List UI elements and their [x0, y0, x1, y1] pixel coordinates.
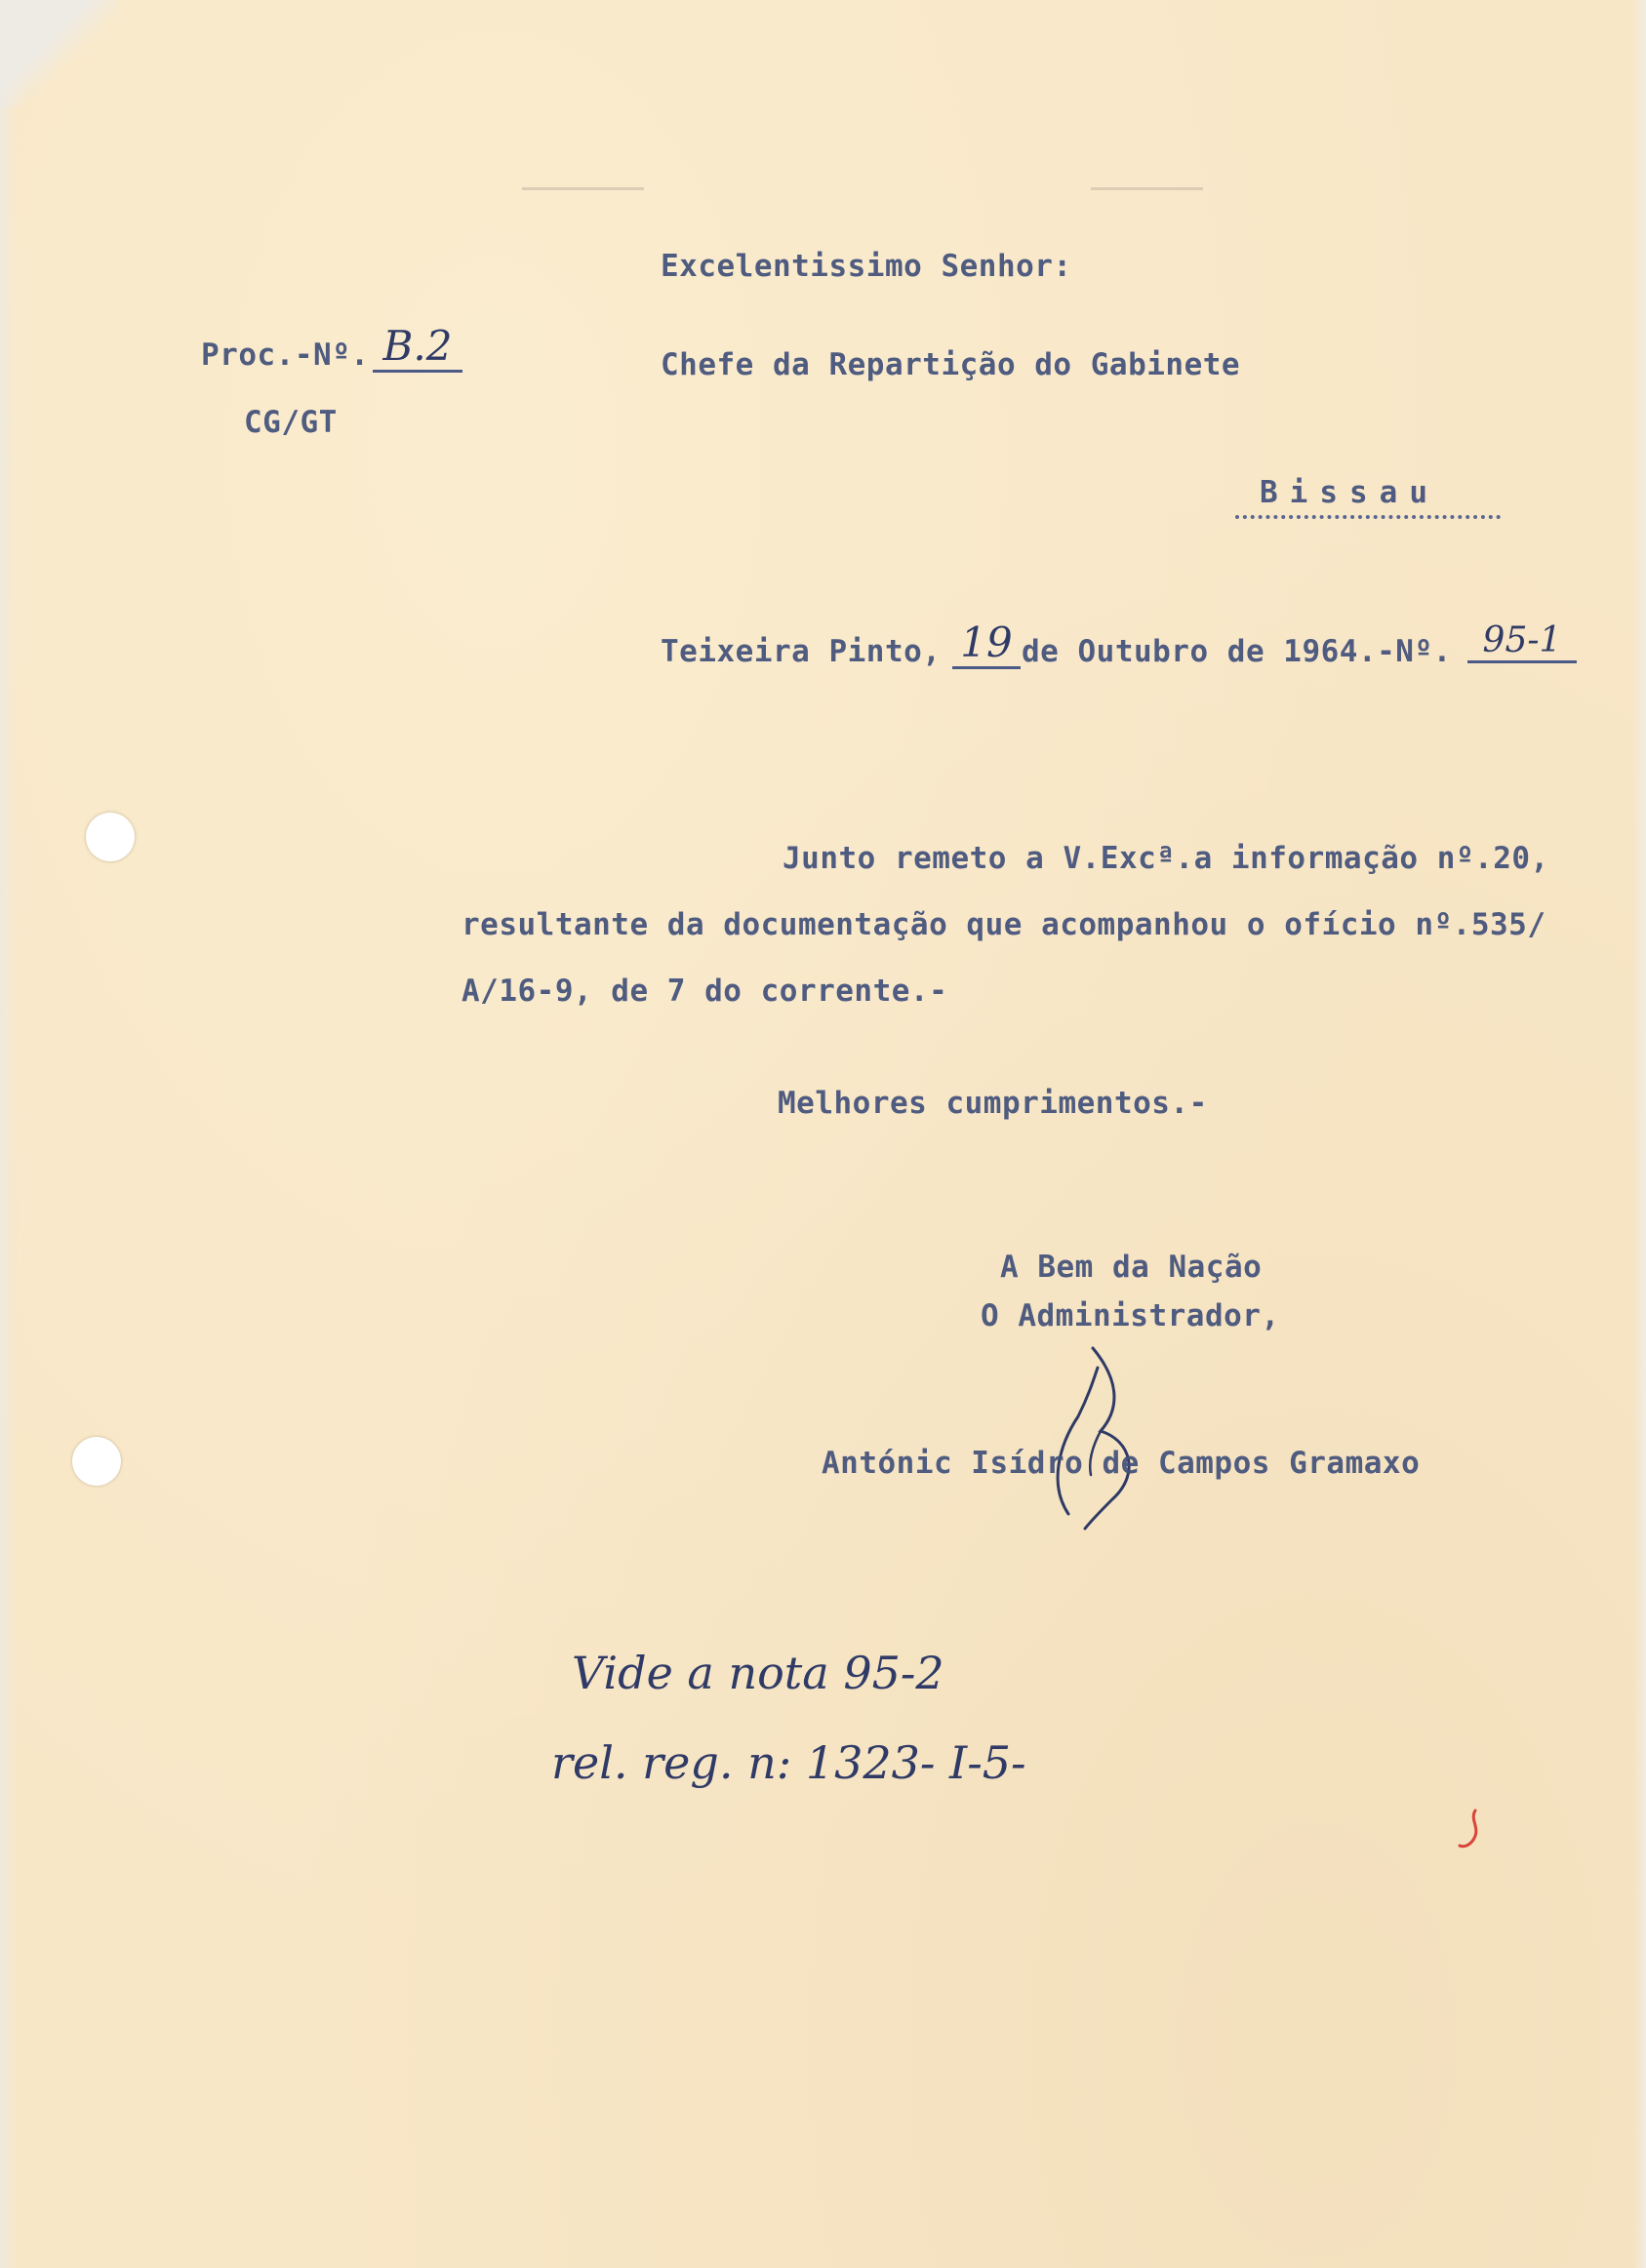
dateline-number	[1467, 620, 1577, 663]
faint-mark-left	[522, 187, 644, 190]
reference-code: CG/GT	[244, 405, 338, 440]
signature-stroke-2	[1085, 1348, 1129, 1529]
proc-number	[373, 322, 462, 373]
dateline-day	[952, 618, 1021, 669]
red-pencil-stroke	[1460, 1810, 1476, 1847]
greeting: Melhores cumprimentos.-	[778, 1086, 1208, 1121]
body-line-3: A/16-9, de 7 do corrente.-	[462, 974, 948, 1009]
punch-hole-top	[86, 813, 135, 861]
faint-mark-right	[1091, 187, 1203, 190]
dateline-number-value: 95-1	[1467, 620, 1577, 663]
body-line-1: Junto remeto a V.Excª.a informação nº.20,	[783, 841, 1549, 876]
paper-edge-left	[0, 0, 18, 2268]
signatory-name: Antónic Isídro de Campos Gramaxo	[822, 1446, 1421, 1481]
proc-number-value: B.2	[373, 322, 462, 373]
red-pencil-mark	[1452, 1807, 1491, 1855]
annotation-line-1: Vide a nota 95-2	[572, 1647, 944, 1699]
recipient-title: Chefe da Repartição do Gabinete	[661, 347, 1241, 382]
punch-hole-bottom	[72, 1437, 121, 1486]
closing-motto: A Bem da Nação	[1000, 1250, 1263, 1285]
proc-reference	[201, 338, 369, 373]
closing-title: O Administrador,	[981, 1298, 1280, 1333]
signature-mark	[1024, 1338, 1161, 1543]
salutation: Excelentissimo Senhor:	[661, 249, 1072, 284]
body-line-2: resultante da documentação que acompanhou o ofício nº.535/	[462, 907, 1546, 942]
recipient-city: Bissau	[1260, 475, 1439, 510]
signature-stroke-1	[1058, 1368, 1098, 1514]
annotation-line-2: rel. reg. n: 1323- I-5-	[551, 1736, 1026, 1789]
paper-edge-right	[1632, 0, 1646, 2268]
recipient-city-underline	[1235, 515, 1501, 519]
paper-corner-crease	[0, 0, 117, 107]
dateline-month-year: de Outubro de 1964.-Nº.	[1022, 634, 1452, 669]
dateline-place: Teixeira Pinto,	[661, 634, 942, 669]
proc-label: Proc.-Nº.	[201, 338, 370, 373]
dateline-day-value: 19	[952, 618, 1021, 669]
